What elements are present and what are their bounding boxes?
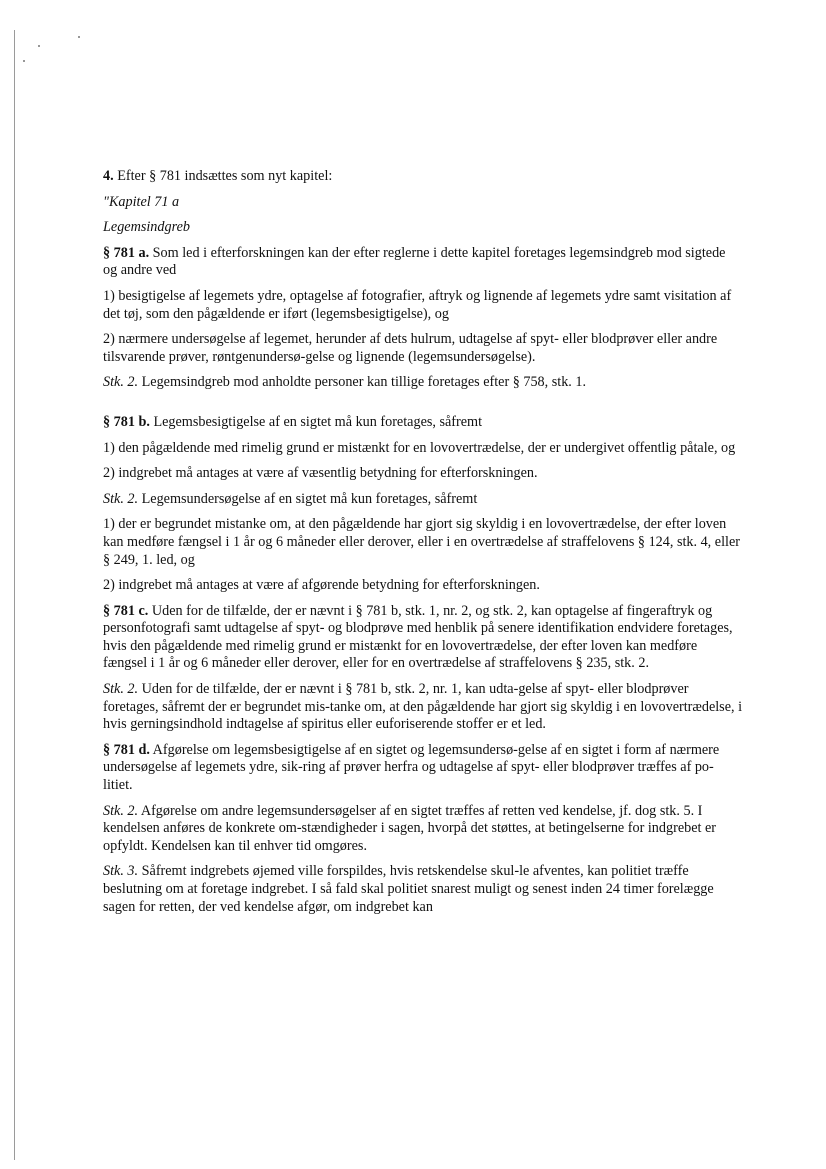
stk-label: Stk. 3. bbox=[103, 863, 139, 880]
stk-label: Stk. 2. bbox=[103, 490, 139, 507]
scan-speck bbox=[23, 60, 25, 62]
section-781b-stk-2: Stk. 2. Legemsundersøgelse af en sigtet må kun foretages, såfremt bbox=[103, 490, 478, 507]
section-781a-item-2: 2) nærmere undersøgelse af legemet, herunder af dets hulrum, udtagelse af spyt- eller blodprøver eller andre tilsvarende prøver, røntgenundersø-gelse og lignende (legemsundersøgelse). bbox=[103, 331, 718, 365]
section-781b-stk-2-item-1: 1) der er begrundet mistanke om, at den pågældende har gjort sig skyldig i en lovovertrædelse, der efter loven kan medføre fængsel i 1 år og 6 måneder eller derover, eller i en overtrædelse af straffelovens § 124, stk. 4, eller § 249, 1. led, og bbox=[103, 516, 740, 568]
section-781b-item-1: 1) den pågældende med rimelig grund er mistænkt for en lovovertrædelse, der er undergivet offentlig påtale, og bbox=[103, 439, 736, 456]
scan-speck bbox=[78, 36, 80, 38]
section-781c: § 781 c. Uden for de tilfælde, der er nævnt i § 781 b, stk. 1, nr. 2, og stk. 2, kan optagelse af fingeraftryk og personfotografi samt udtagelse af spyt- og blodprøve med henblik på senere identifikation endvidere foretages, hvis den pågældende med rimelig grund er mistænkt for en lovovertrædelse, der efter loven kan medføre fængsel i 1 år og 6 måneder eller derover, eller for en overtrædelse af straffelovens § 235, stk. 2. bbox=[103, 602, 733, 672]
section-ref: § 781 b. bbox=[103, 413, 150, 430]
document-body bbox=[103, 168, 743, 924]
stk-label: Stk. 2. bbox=[103, 681, 139, 698]
section-781a: § 781 a. Som led i efterforskningen kan der efter reglerne i dette kapitel foretages legemsindgreb mod sigtede og andre ved bbox=[103, 244, 726, 279]
stk-label: Stk. 2. bbox=[103, 374, 139, 391]
section-781a-stk-2: Stk. 2. Legemsindgreb mod anholdte personer kan tillige foretages efter § 758, stk. 1. bbox=[103, 374, 587, 391]
amendment-number: 4. bbox=[103, 168, 114, 184]
section-ref: § 781 c. bbox=[103, 602, 149, 619]
section-781b-stk-2-item-2: 2) indgrebet må antages at være af afgørende betydning for efterforskningen. bbox=[103, 577, 540, 594]
scan-speck bbox=[38, 45, 40, 47]
section-781d-stk-3: Stk. 3. Såfremt indgrebets øjemed ville forspildes, hvis retskendelse skul-le afventes, kan politiet træffe beslutning om at foretage indgrebet. I så fald skal politiet snarest muligt og senest inden 24 timer forelægge sagen for retten, der ved kendelse afgør, om indgrebet kan bbox=[103, 863, 714, 915]
section-ref: § 781 d. bbox=[103, 741, 150, 758]
scan-page-edge bbox=[14, 30, 15, 1160]
section-781b: § 781 b. Legemsbesigtigelse af en sigtet må kun foretages, såfremt bbox=[103, 413, 483, 430]
stk-label: Stk. 2. bbox=[103, 802, 139, 819]
section-ref: § 781 a. bbox=[103, 244, 150, 261]
section-781a-item-1: 1) besigtigelse af legemets ydre, optagelse af fotografier, aftryk og lignende af legemets ydre samt visitation af det tøj, som den pågældende er iført (legemsbesigtigelse), og bbox=[103, 287, 732, 322]
chapter-subtitle: Legemsindgreb bbox=[103, 219, 190, 236]
section-781b-item-2: 2) indgrebet må antages at være af væsentlig betydning for efterforskningen. bbox=[103, 465, 538, 482]
section-781d: § 781 d. Afgørelse om legemsbesigtigelse af en sigtet og legemsundersø-gelse af en sigtet i form af nærmere undersøgelse af legemets ydre, sik-ring af prøver herfra og udtagelse af spyt- eller blodprøver træffes af po-litiet. bbox=[103, 741, 720, 794]
chapter-title: "Kapitel 71 a bbox=[103, 193, 180, 210]
intro-paragraph: 4. Efter § 781 indsættes som nyt kapitel: bbox=[103, 168, 333, 184]
section-781d-stk-2: Stk. 2. Afgørelse om andre legemsundersøgelser af en sigtet træffes af retten ved kendelse, jf. dog stk. 5. I kendelsen anføres de konkrete om-stændigheder i sagen, hvorpå det støttes, at betingelserne for indgrebet er opfyldt. Kendelsen kan til enhver tid omgøres. bbox=[103, 802, 717, 854]
section-781c-stk-2: Stk. 2. Uden for de tilfælde, der er nævnt i § 781 b, stk. 2, nr. 1, kan udta-gelse af spyt- eller blodprøver foretages, såfremt der er begrundet mis-tanke om, at den pågældende har gjort sig skyldig i en lovovertrædelse, i hvis gerningsindhold indtagelse af spiritus eller euforiserende stoffer er et led. bbox=[103, 681, 743, 733]
